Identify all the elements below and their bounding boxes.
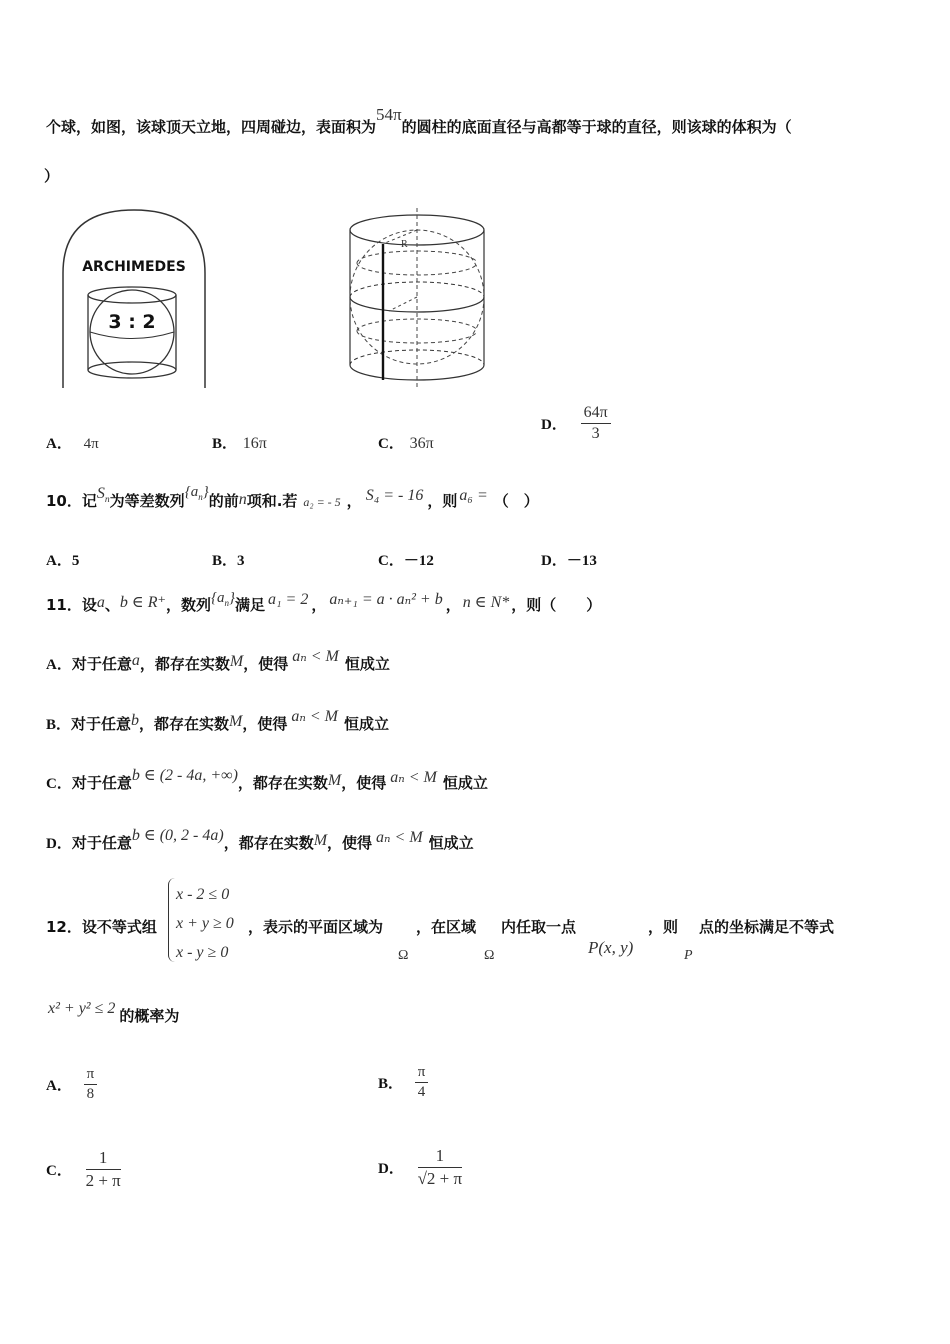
q9-line1 (46, 105, 792, 137)
q11-option-d-pre: 对于任意 (71, 834, 132, 852)
q12-option-b-num: π (415, 1064, 429, 1083)
q11-option-d-var: b ∈ (0, 2 - 4a) (131, 827, 224, 844)
q11-seq: $\{a_n\}$ (210, 590, 235, 608)
q10-option-a[interactable] (46, 549, 79, 570)
archimedes-title: ARCHIMEDES (82, 259, 186, 275)
q11-stem (46, 590, 602, 616)
q9-option-a-value: 4π (83, 436, 99, 452)
q10-stem (46, 484, 539, 520)
q12-text-6: 的概率为 (119, 1007, 180, 1025)
q12-option-a-label: A． (46, 1078, 72, 1094)
q11-a: a (96, 594, 105, 611)
q11-sep: 、 (104, 596, 120, 614)
q9-option-c-label: C． (378, 436, 404, 452)
q11-option-d-mid2: ，使得 (327, 834, 373, 852)
q11-option-b-mid: ，都存在实数 (139, 715, 230, 733)
q12-option-c-label: C． (46, 1163, 72, 1179)
q9-option-b[interactable] (212, 432, 267, 453)
q11-option-d-M: M (313, 832, 328, 849)
q11-option-d-mid: ，都存在实数 (223, 834, 314, 852)
q11-option-b-M: M (229, 713, 243, 730)
q9-option-d[interactable] (541, 404, 611, 443)
q12-option-b-label: B． (378, 1076, 404, 1092)
q12-omega-2: Ω (484, 948, 495, 963)
q10-ask-a6: a₆ = (459, 487, 488, 504)
cylinder-bottom (88, 362, 176, 378)
q10-text-2: 的前 (208, 492, 239, 510)
q11-option-b-var: b (131, 712, 140, 729)
q10-option-c-value: －12 (403, 553, 434, 569)
q10-option-b[interactable] (212, 549, 245, 570)
q12-line2 (48, 1000, 180, 1026)
q11-comma-2: ， (445, 596, 461, 614)
q12-ineq-1: x - 2 ≤ 0 (176, 886, 230, 903)
q10-number: 10．记 (46, 492, 97, 510)
q12-option-b-fraction (415, 1064, 429, 1101)
q11-cond-1: a₁ = 2 (267, 591, 309, 608)
q9-option-d-num: 64π (581, 404, 611, 424)
q10-S: $S_n$ (96, 485, 110, 506)
q12-option-c[interactable] (46, 1148, 121, 1191)
q12-option-d-fraction (418, 1146, 463, 1189)
q10-text-1: 为等差数列 (109, 492, 185, 510)
q10-cond-a2: a₂ = - 5 (303, 495, 341, 509)
q11-comma: ， (311, 596, 327, 614)
q10-paren: （ ） (493, 492, 539, 510)
q11-option-c-label: C． (46, 776, 72, 792)
q11-cond-2: aₙ₊₁ = a · aₙ² + b (329, 591, 443, 608)
q12-option-c-den: 2 + π (85, 1171, 121, 1190)
q11-option-b[interactable] (46, 708, 390, 734)
q12-text-2: ，在区域 (416, 918, 477, 936)
q10-text-4: ，则 (427, 492, 458, 510)
q12-option-d[interactable] (378, 1146, 462, 1189)
q9-option-b-label: B． (212, 436, 238, 452)
q11-number: 11．设 (46, 596, 97, 614)
q9-area: 54π (376, 105, 402, 124)
q12-system-brace (168, 878, 175, 962)
q12-option-d-label: D． (378, 1161, 404, 1177)
q9-option-a-label: A． (46, 436, 72, 452)
q12-ineq-3: x - y ≥ 0 (176, 944, 229, 961)
q12-ineq-2: x + y ≥ 0 (176, 915, 234, 932)
q11-b-in-R: b ∈ R⁺ (119, 594, 166, 611)
q10-option-b-label: B． (212, 553, 238, 569)
q9-option-b-value: 16π (242, 435, 267, 452)
q11-option-d-ineq: aₙ < M (376, 829, 423, 846)
q10-comma: ， (346, 492, 362, 510)
q11-text-2: 满足 (234, 596, 265, 614)
q9-option-d-den: 3 (591, 425, 600, 442)
q10-option-a-value: 5 (71, 553, 80, 569)
q12-option-b-den: 4 (417, 1084, 426, 1100)
q11-option-d-label: D． (46, 836, 72, 852)
q12-text-3: 内任取一点 (501, 918, 577, 936)
q11-option-b-ineq: aₙ < M (291, 708, 338, 725)
q12-option-d-num: 1 (418, 1146, 463, 1168)
q11-option-a-label: A． (46, 657, 72, 673)
q11-option-a-pre: 对于任意 (71, 655, 132, 673)
q12-omega-1: Ω (398, 948, 409, 963)
q10-option-d-label: D． (541, 553, 567, 569)
q12-number: 12．设不等式组 (46, 918, 157, 936)
radius-line-mid (389, 297, 417, 311)
q12-option-a[interactable] (46, 1066, 97, 1103)
q10-option-d[interactable] (541, 549, 597, 570)
q9-option-c-value: 36π (409, 435, 434, 452)
q11-option-a-M: M (229, 653, 244, 670)
q9-option-c[interactable] (378, 432, 434, 453)
q12-text-1: ，表示的平面区域为 (248, 918, 384, 936)
q11-option-a-mid2: ，使得 (243, 655, 289, 673)
q10-seq: $\{a_n\}$ (184, 484, 209, 502)
q12-option-d-den: √2 + π (417, 1169, 463, 1188)
q9-text-post: 的圆柱的底面直径与高都等于球的直径，则该球的体积为（ (401, 118, 792, 136)
q11-option-b-post: 恒成立 (344, 715, 390, 733)
q11-option-d[interactable] (46, 827, 474, 853)
q12-option-a-den: 8 (86, 1086, 95, 1102)
q9-option-a[interactable] (46, 432, 99, 453)
q10-option-b-value: 3 (237, 553, 245, 569)
q11-option-c[interactable] (46, 767, 488, 793)
archimedes-figure (60, 205, 208, 390)
q11-cond-3: n ∈ N* (462, 594, 510, 611)
q11-option-b-pre: 对于任意 (71, 715, 132, 733)
q11-text-3: ，则（ ） (511, 596, 602, 614)
q11-option-c-var: b ∈ (2 - 4a, +∞) (131, 767, 238, 784)
q12-text-5: 点的坐标满足不等式 (699, 918, 835, 936)
q12-option-c-num: 1 (86, 1148, 121, 1170)
q11-option-c-ineq: aₙ < M (390, 769, 437, 786)
inscribed-sphere-figure (345, 203, 490, 393)
q11-option-a-ineq: aₙ < M (292, 648, 339, 665)
q11-option-c-M: M (327, 772, 342, 789)
q12-circle-ineq: x² + y² ≤ 2 (48, 1000, 116, 1017)
radius-label: R (401, 239, 408, 250)
q11-option-a-post: 恒成立 (344, 655, 390, 673)
q12-system (176, 880, 234, 967)
q11-option-c-mid2: ，使得 (341, 774, 387, 792)
q10-option-c-label: C． (378, 553, 404, 569)
q11-option-c-mid: ，都存在实数 (237, 774, 328, 792)
q12-option-a-num: π (84, 1066, 98, 1085)
q11-option-b-mid2: ，使得 (242, 715, 288, 733)
q10-cond-s4: S₄ = - 16 (365, 487, 424, 504)
q9-option-d-fraction (581, 404, 611, 443)
q11-option-c-post: 恒成立 (442, 774, 488, 792)
ratio-label: 3 : 2 (108, 311, 156, 333)
tombstone-outline (63, 210, 205, 388)
q10-option-c[interactable] (378, 549, 434, 570)
q10-option-a-label: A． (46, 553, 72, 569)
q10-option-d-value: －13 (566, 553, 597, 569)
q12-option-c-fraction (86, 1148, 121, 1191)
q11-option-c-pre: 对于任意 (71, 774, 132, 792)
q12-option-a-fraction (84, 1066, 98, 1103)
q12-text-4: ，则 (648, 918, 679, 936)
q11-option-d-post: 恒成立 (428, 834, 474, 852)
q11-text-1: ，数列 (165, 596, 211, 614)
q12-option-b[interactable] (378, 1064, 428, 1101)
q9-line2: ） (44, 167, 60, 185)
q9-option-d-label: D． (541, 417, 567, 433)
q12-point: P(x, y) (588, 938, 634, 957)
q10-n: n (238, 491, 247, 508)
q9-text-pre: 个球，如图，该球顶天立地，四周碰边，表面积为 (46, 118, 377, 136)
q11-option-a-var: a (131, 652, 140, 669)
q11-option-b-label: B． (46, 717, 72, 733)
q11-option-a-mid: ，都存在实数 (139, 655, 230, 673)
q11-option-a[interactable] (46, 648, 390, 674)
q12-P: P (684, 948, 693, 963)
q10-text-3: 项和.若 (246, 492, 298, 510)
